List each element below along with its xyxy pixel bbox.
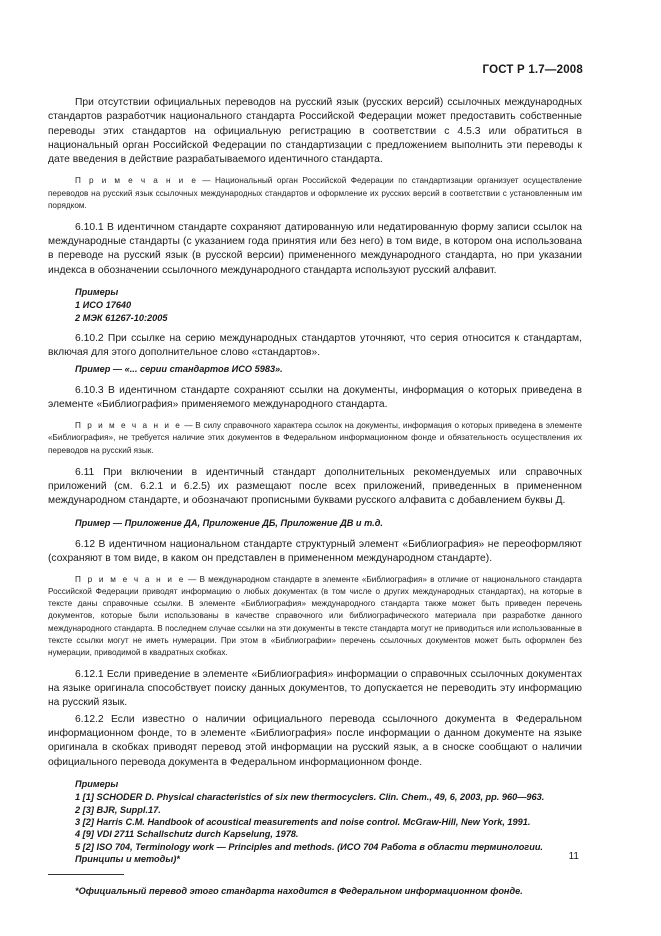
example-item: 3 [2] Harris C.M. Handbook of acoustical measurements and noise control. McGraw-Hill, New York, 1991.	[75, 817, 531, 828]
note-international-bibliography	[48, 574, 582, 659]
example-series: Пример — «... серии стандартов ИСО 5983».	[75, 363, 283, 374]
example-item: 2 МЭК 61267-10:2005	[75, 312, 168, 323]
note-national-body	[48, 175, 582, 211]
note-text: — В силу справочного характера ссылок на документы, информация о которых приведена в элементе «Библиография», не требуется наличие этих документов в Федеральном информационном фонде и обязательность осуществления их переводов на русский язык.	[48, 421, 582, 455]
paragraph-6-12-1: 6.12.1 Если приведение в элементе «Библиография» информации о справочных ссылочных документах на языке оригинала способствует поиску данных документов, то допускается не переводить эту информацию на русский язык.	[48, 668, 582, 709]
note-text: — В международном стандарте в элементе «Библиография» в отличие от национального стандарта Российской Федерации приводят информацию о любых документах (в том числе о других международных стандартах), на которые в тексте даны справочные ссылки. В элементе «Библиография» международного стандарта также может быть приведен перечень документов, которые были использованы в качестве справочного или библиографического материала при разработке данного международного стандарта. В последнем случае ссылки на эти документы в тексте стандарта могут не приводиться или использованные в тексте ссылки могут не иметь нумерации. При этом в «Библиографии» перечень ссылочных документов может быть оформлен без нумерации, приводимой в квадратных скобках.	[48, 575, 582, 657]
example-appendix: Пример — Приложение ДА, Приложение ДБ, Приложение ДВ и т.д.	[75, 517, 383, 528]
page-content	[48, 96, 582, 898]
examples-title: Примеры	[75, 286, 119, 297]
example-item: 5 [2] ISO 704, Terminology work — Principles and methods. (ИСО 704 Работа в области терминологии. Принципы и методы)*	[75, 841, 543, 865]
paragraph-6-12-2: 6.12.2 Если известно о наличии официального перевода ссылочного документа в Федеральном информационном фонде, то в элементе «Библиография» после информации о данном документе на языке оригинала в скобках приводят перевод этой информации на русский язык, а в сноске сообщают о наличии официального перевода документа в Федеральном информационном фонде.	[48, 713, 582, 768]
paragraph-6-10-1: 6.10.1 В идентичном стандарте сохраняют датированную или недатированную форму записи ссылок на международные стандарты (с указанием года принятия или без него) в том виде, в котором она использована в переводе на русский язык (в русской версии) примененного международного стандарта, но при указании индекса в обозначении ссылочного международного стандарта используют русский алфавит.	[48, 221, 582, 276]
example-item: 1 ИСО 17640	[75, 300, 132, 311]
example-item: 1 [1] SCHODER D. Physical characteristics of six new thermocyclers. Clin. Chem., 49, 6, 2003, pp. 960—963.	[75, 792, 545, 803]
note-label: П р и м е ч а н и е	[75, 575, 186, 585]
paragraph-6-10-3: 6.10.3 В идентичном стандарте сохраняют ссылки на документы, информация о которых приведена в элементе «Библиография» применяемого международного стандарта.	[48, 384, 582, 411]
example-item: 2 [3] BJR, Suppl.17.	[75, 804, 161, 815]
footnote-divider	[48, 874, 124, 875]
note-bibliography-refs	[48, 420, 582, 456]
note-text: — Национальный орган Российской Федерации по стандартизации организует осуществление переводов на русский язык ссылочных международных стандартов и оформление их русских версий в соответствии с установленным им порядком.	[48, 176, 582, 210]
note-label: П р и м е ч а н и е	[75, 421, 182, 431]
note-label: П р и м е ч а н и е	[75, 176, 198, 186]
paragraph-6-11: 6.11 При включении в идентичный стандарт дополнительных рекомендуемых или справочных приложений (см. 6.2.1 и 6.2.5) их размещают после всех приложений, приведенных в примененном международном стандарте, и обозначают прописными буквами русского алфавита с добавлением буквы Д.	[48, 466, 582, 507]
footnote-text: *Официальный перевод этого стандарта находится в Федеральном информационном фонде.	[75, 885, 523, 896]
example-item: 4 [9] VDI 2711 Schallschutz durch Kapselung, 1978.	[75, 829, 299, 840]
examples-title: Примеры	[75, 778, 119, 789]
page-number: 11	[568, 851, 579, 862]
examples-block-1	[48, 286, 582, 324]
document-header-id: ГОСТ Р 1.7—2008	[482, 64, 583, 76]
paragraph-6-10-2: 6.10.2 При ссылке на серию международных стандартов уточняют, что серия относится к стандартам, включая для этого дополнительное слово «стандартов».	[48, 333, 582, 359]
examples-block-2	[48, 778, 582, 866]
paragraph-6-12: 6.12 В идентичном национальном стандарте структурный элемент «Библиография» не переоформляют (сохраняют в том виде, в каком он представлен в примененном международном стандарте).	[48, 538, 582, 564]
paragraph-translations: При отсутствии официальных переводов на русский язык (русских версий) ссылочных международных стандартов разработчик национального стандарта Российской Федерации может предоставить собственные переводы этих стандартов на официальную регистрацию в соответствии с 4.5.3 или обратиться в национальный орган Российской Федерации по стандартизации с предложением выполнить эти переводы к дате введения в действие разрабатываемого идентичного стандарта.	[48, 97, 582, 166]
